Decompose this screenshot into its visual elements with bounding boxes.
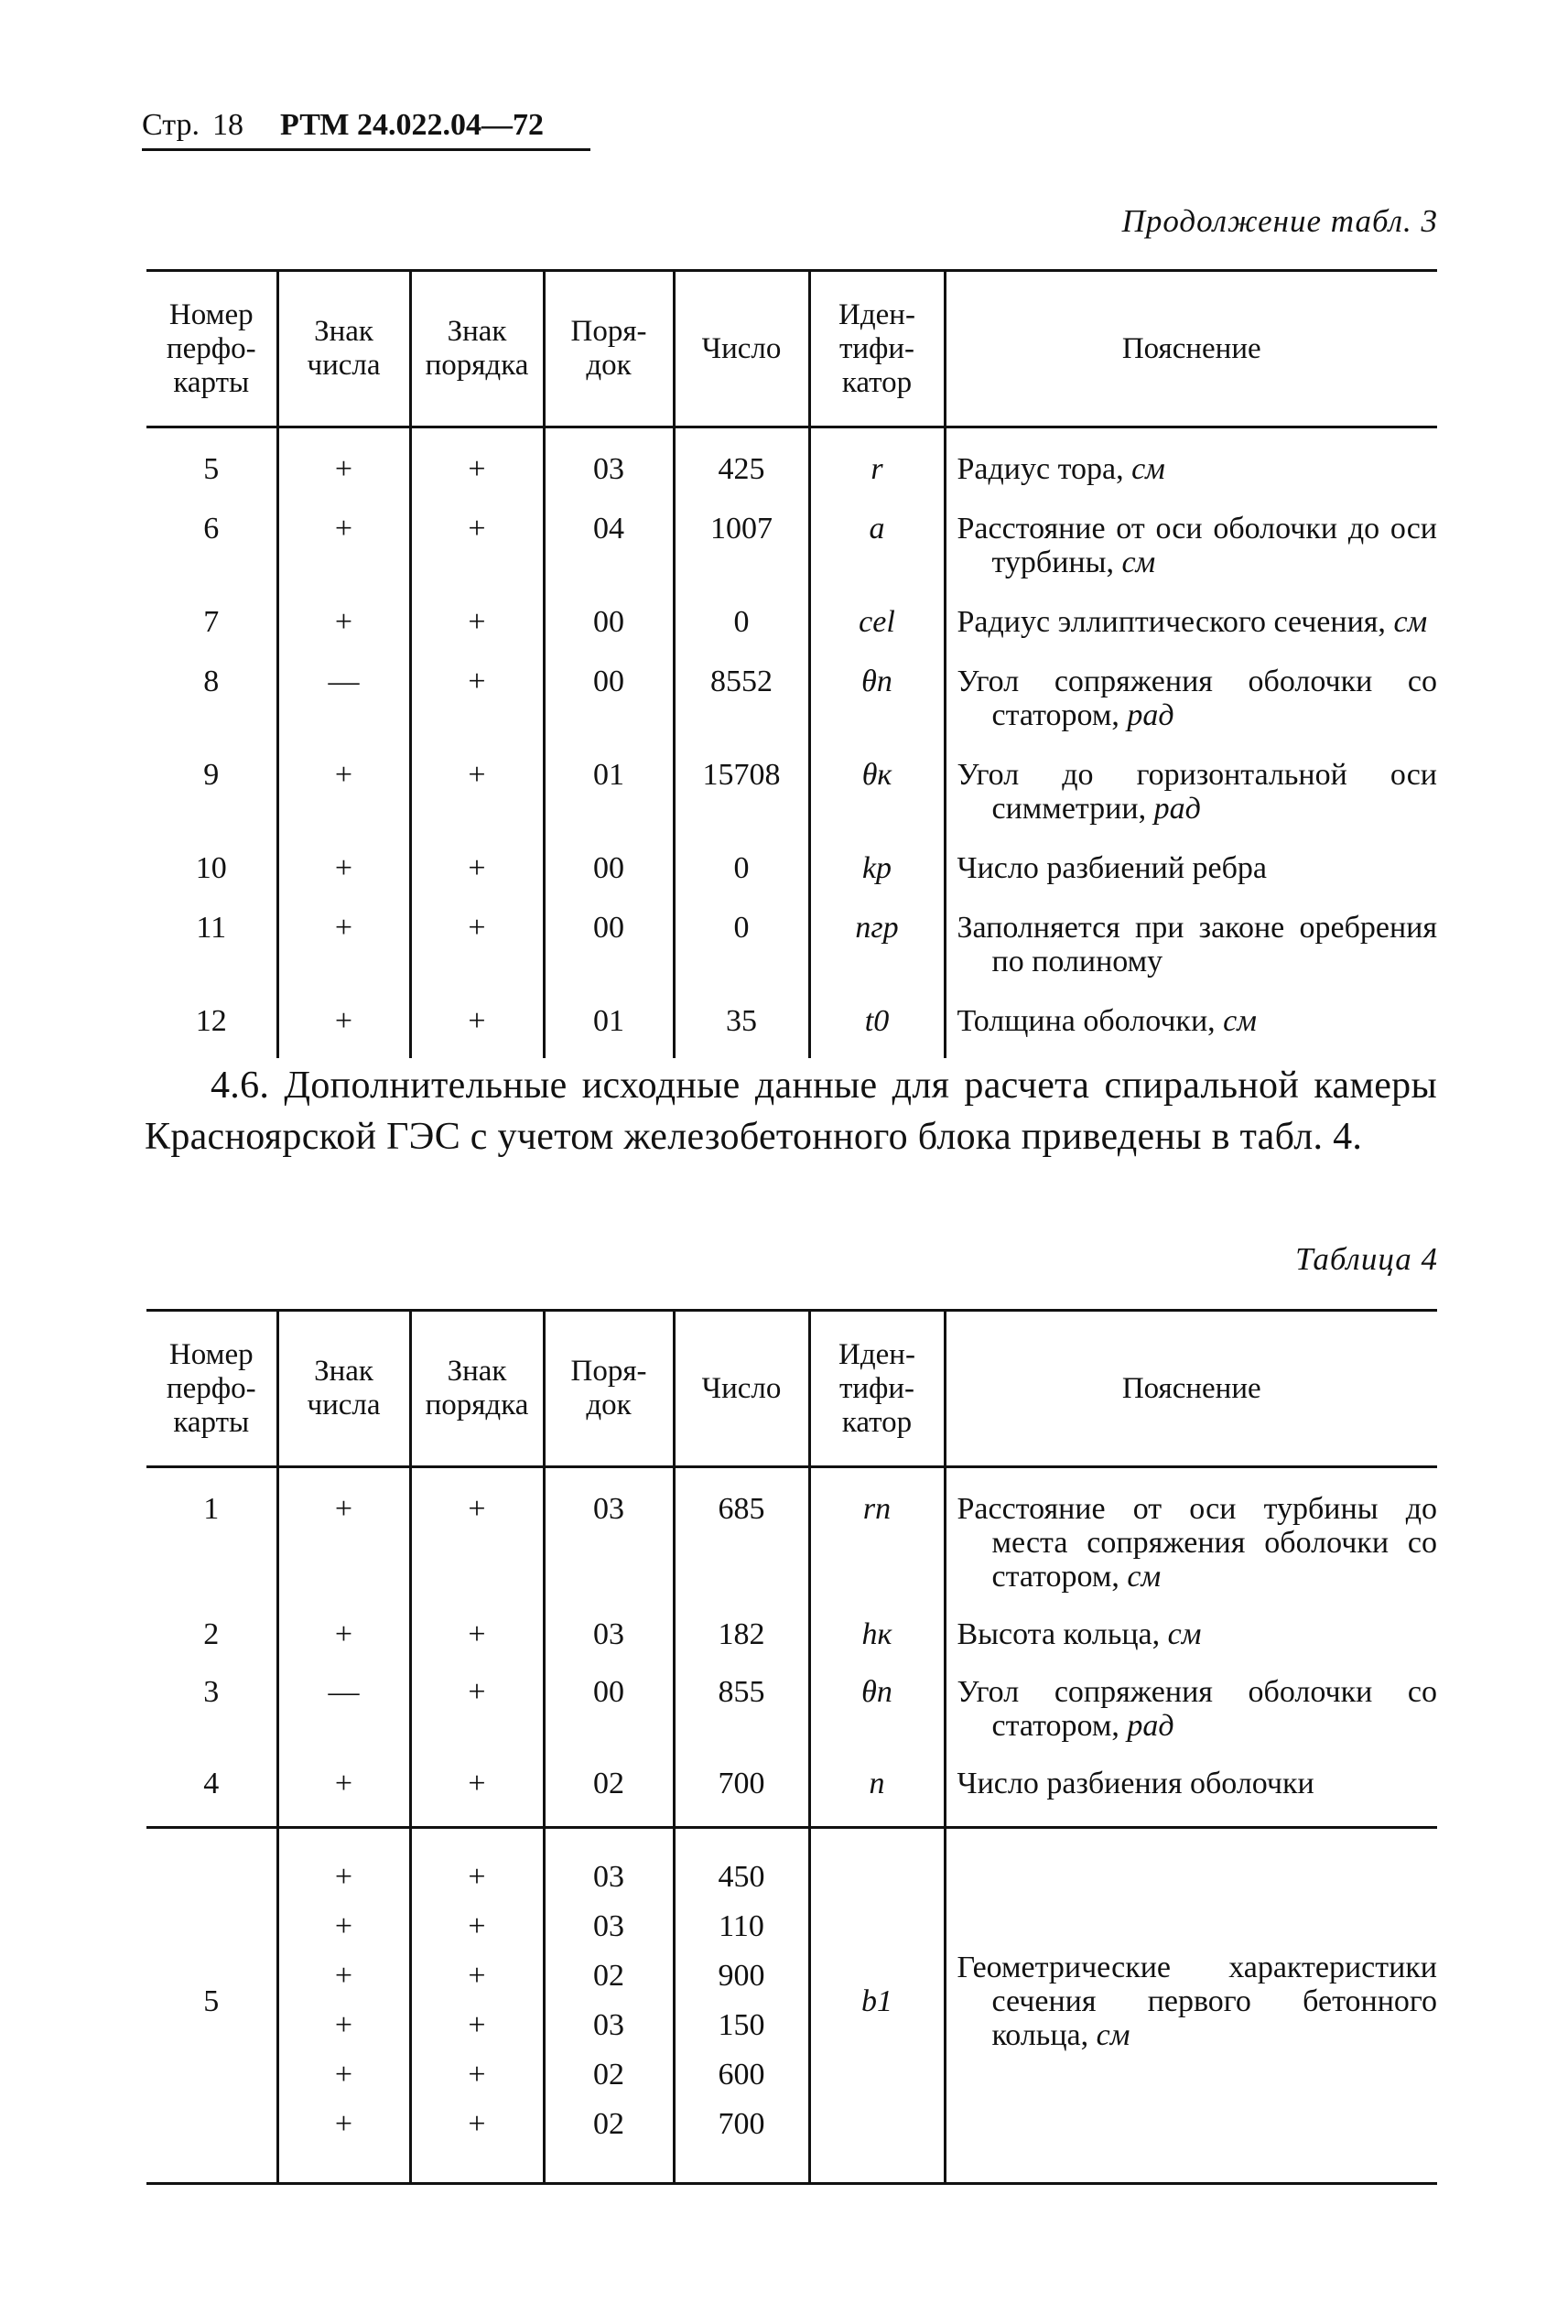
cell-sign-num: +: [277, 896, 410, 989]
stack-value: +: [334, 1909, 353, 1943]
cell-ident: kр: [809, 837, 945, 896]
unit-label: см: [1167, 1617, 1202, 1651]
cell-sign-num: +: [277, 1467, 410, 1604]
unit-label: см: [1393, 605, 1428, 639]
table4-caption: Таблица 4: [1295, 1241, 1438, 1277]
cell-sign-order: +: [410, 1752, 544, 1828]
cell-order: 00: [544, 837, 674, 896]
expl-text: Число разбиений ребра: [957, 851, 1268, 885]
stack-value: +: [334, 1860, 353, 1894]
stack-value: +: [468, 2107, 486, 2141]
cell-card: 10: [195, 851, 227, 885]
table-row: [146, 427, 1437, 498]
col-header-expl: Пояснение: [945, 271, 1437, 427]
stack-value: 600: [718, 2058, 765, 2092]
col-header-number: Число: [674, 271, 809, 427]
col-header-number: Число: [674, 1311, 809, 1467]
cell-card: 6: [203, 512, 220, 546]
unit-label: рад: [1127, 1709, 1174, 1743]
col-header-order: Поря- док: [544, 271, 674, 427]
table-row: [146, 1467, 1437, 1604]
page-header: [142, 108, 544, 143]
cell-order: 01: [544, 989, 674, 1058]
cell-number: 425: [674, 427, 809, 498]
stack-value: 03: [593, 1909, 624, 1943]
stack-value: 110: [719, 1909, 764, 1943]
cell-ident: hк: [809, 1603, 945, 1660]
cell-sign-num: +: [277, 427, 410, 498]
stack-value: 900: [718, 1959, 765, 1993]
table3-caption: Продолжение табл. 3: [1121, 203, 1438, 239]
cell-expl: [945, 1467, 1437, 1604]
cell-card: 12: [195, 1004, 227, 1038]
cell-order: 01: [544, 743, 674, 837]
cell-card: 7: [203, 605, 220, 639]
cell-sign-order: +: [410, 590, 544, 650]
expl-text: Расстояние от оси оболочки до оси турбины, см: [957, 512, 1437, 579]
cell-order: 00: [544, 896, 674, 989]
stack-value: +: [334, 2058, 353, 2092]
table-header-row: [146, 271, 1437, 427]
table-row: [146, 1603, 1437, 1660]
unit-label: см: [1223, 1004, 1257, 1038]
stack-value: 03: [593, 1860, 624, 1894]
cell-card: 8: [203, 665, 220, 698]
cell-order: 04: [544, 497, 674, 590]
cell-sign-order: +: [410, 989, 544, 1058]
cell-sign-num: +: [277, 743, 410, 837]
table-row-group-5: [146, 1828, 1437, 2184]
stack-value: 03: [593, 2008, 624, 2042]
cell-sign-num: +: [277, 590, 410, 650]
cell-ident: cel: [809, 590, 945, 650]
col-header-sign-order: Знак порядка: [410, 271, 544, 427]
cell-order: 03: [544, 427, 674, 498]
cell-expl: [945, 1752, 1437, 1828]
cell-card: 2: [203, 1617, 220, 1651]
col-header-sign-num: Знак числа: [277, 1311, 410, 1467]
cell-sign-order: +: [410, 1603, 544, 1660]
cell-order: 00: [544, 590, 674, 650]
cell-sign-order: +: [410, 1660, 544, 1752]
cell-order: 03: [544, 1603, 674, 1660]
cell-expl: [945, 743, 1437, 837]
stack-value: 02: [593, 2107, 624, 2141]
cell-expl: [945, 1828, 1437, 2184]
expl-text: Радиус тора, см: [957, 452, 1165, 486]
expl-text: Заполняется при законе оребрения по полиному: [957, 911, 1437, 978]
cell-ident: θп: [809, 650, 945, 743]
cell-sign-order-stack: [410, 1828, 544, 2184]
expl-text: Расстояние от оси турбины до места сопряжения оболочки со статором, см: [957, 1492, 1437, 1594]
cell-expl: [945, 896, 1437, 989]
col-header-order: Поря- док: [544, 1311, 674, 1467]
cell-number: 855: [674, 1660, 809, 1752]
cell-card: 1: [203, 1492, 220, 1526]
table-4: [146, 1309, 1437, 2185]
stack-value: +: [334, 1959, 353, 1993]
cell-number: 0: [674, 837, 809, 896]
unit-label: рад: [1153, 792, 1201, 826]
table-header-row: [146, 1311, 1437, 1467]
cell-sign-num: +: [277, 837, 410, 896]
cell-sign-order: +: [410, 650, 544, 743]
table-row: [146, 1752, 1437, 1828]
cell-card: 5: [146, 1828, 277, 2184]
cell-number: 0: [674, 590, 809, 650]
cell-sign-order: +: [410, 896, 544, 989]
header-rule: [142, 148, 590, 151]
cell-sign-order: +: [410, 427, 544, 498]
table-row: [146, 989, 1437, 1058]
expl-text: Радиус эллиптического сечения, см: [957, 605, 1428, 639]
cell-sign-num: +: [277, 497, 410, 590]
cell-order-stack: [544, 1828, 674, 2184]
cell-order: 03: [544, 1467, 674, 1604]
cell-number: 8552: [674, 650, 809, 743]
cell-sign-num: —: [277, 650, 410, 743]
expl-text: Высота кольца, см: [957, 1617, 1202, 1651]
page-prefix: Стр.: [142, 108, 200, 142]
stack-value: 02: [593, 2058, 624, 2092]
table-row: [146, 497, 1437, 590]
cell-card: 5: [203, 452, 220, 486]
expl-text: Толщина оболочки, см: [957, 1004, 1257, 1038]
expl-text: Число разбиения оболочки: [957, 1767, 1314, 1800]
cell-ident: r: [809, 427, 945, 498]
col-header-ident: Иден- тифи- катор: [809, 1311, 945, 1467]
cell-expl: [945, 497, 1437, 590]
cell-sign-num: +: [277, 989, 410, 1058]
col-header-sign-num: Знак числа: [277, 271, 410, 427]
unit-label: см: [1121, 546, 1156, 579]
cell-sign-order: +: [410, 743, 544, 837]
cell-expl: [945, 650, 1437, 743]
unit-label: рад: [1127, 698, 1174, 732]
col-header-sign-order: Знак порядка: [410, 1311, 544, 1467]
table-row: [146, 590, 1437, 650]
cell-number: 35: [674, 989, 809, 1058]
cell-ident: θк: [809, 743, 945, 837]
table-row: [146, 743, 1437, 837]
cell-number-stack: [674, 1828, 809, 2184]
cell-expl: [945, 427, 1437, 498]
cell-card: 9: [203, 758, 220, 792]
table-row: [146, 650, 1437, 743]
stack-value: +: [468, 1909, 486, 1943]
cell-sign-num: —: [277, 1660, 410, 1752]
expl-text: Угол сопряжения оболочки со статором, рад: [957, 1675, 1437, 1743]
cell-number: 182: [674, 1603, 809, 1660]
cell-order: 00: [544, 1660, 674, 1752]
col-header-card: Номер перфо- карты: [146, 1311, 277, 1467]
page-number: 18: [212, 108, 244, 142]
cell-expl: [945, 590, 1437, 650]
cell-number: 0: [674, 896, 809, 989]
cell-expl: [945, 1603, 1437, 1660]
expl-text: Геометрические характеристики сечения первого бетонного кольца, см: [957, 1950, 1437, 2052]
cell-sign-order: +: [410, 837, 544, 896]
cell-expl: [945, 837, 1437, 896]
cell-ident: b1: [809, 1828, 945, 2184]
cell-number: 15708: [674, 743, 809, 837]
cell-sign-order: +: [410, 1467, 544, 1604]
cell-sign-num: +: [277, 1752, 410, 1828]
cell-order: 00: [544, 650, 674, 743]
document-code: РТМ 24.022.04—72: [280, 108, 545, 142]
expl-text: Угол до горизонтальной оси симметрии, рад: [957, 758, 1437, 826]
table-3: [146, 269, 1437, 1058]
cell-expl: [945, 1660, 1437, 1752]
expl-text: Угол сопряжения оболочки со статором, рад: [957, 665, 1437, 732]
col-header-card: Номер перфо- карты: [146, 271, 277, 427]
stack-value: +: [468, 2008, 486, 2042]
stack-value: 150: [718, 2008, 765, 2042]
cell-card: 11: [196, 911, 227, 945]
cell-sign-order: +: [410, 497, 544, 590]
cell-ident: n: [809, 1752, 945, 1828]
stack-value: 700: [718, 2107, 765, 2141]
stack-value: +: [334, 2008, 353, 2042]
stack-value: +: [334, 2107, 353, 2141]
cell-ident: θп: [809, 1660, 945, 1752]
cell-ident: nгр: [809, 896, 945, 989]
cell-number: 1007: [674, 497, 809, 590]
col-header-ident: Иден- тифи- катор: [809, 271, 945, 427]
cell-ident: t0: [809, 989, 945, 1058]
cell-card: 3: [203, 1675, 220, 1709]
stack-value: +: [468, 1860, 486, 1894]
cell-number: 685: [674, 1467, 809, 1604]
unit-label: см: [1131, 452, 1165, 486]
cell-card: 4: [203, 1767, 220, 1800]
table-row: [146, 1660, 1437, 1752]
table-row: [146, 896, 1437, 989]
table-row: [146, 837, 1437, 896]
section-paragraph: 4.6. Дополнительные исходные данные для расчета спиральной камеры Красноярской ГЭС с учетом железобетонного блока приведены в табл. 4.: [145, 1065, 1437, 1158]
col-header-expl: Пояснение: [945, 1311, 1437, 1467]
stack-value: 02: [593, 1959, 624, 1993]
stack-value: +: [468, 1959, 486, 1993]
unit-label: см: [1096, 2017, 1130, 2052]
stack-value: +: [468, 2058, 486, 2092]
cell-ident: a: [809, 497, 945, 590]
cell-order: 02: [544, 1752, 674, 1828]
cell-sign-num: +: [277, 1603, 410, 1660]
cell-expl: [945, 989, 1437, 1058]
cell-number: 700: [674, 1752, 809, 1828]
stack-value: 450: [718, 1860, 765, 1894]
cell-sign-num-stack: [277, 1828, 410, 2184]
cell-ident: rп: [809, 1467, 945, 1604]
unit-label: см: [1127, 1560, 1162, 1594]
